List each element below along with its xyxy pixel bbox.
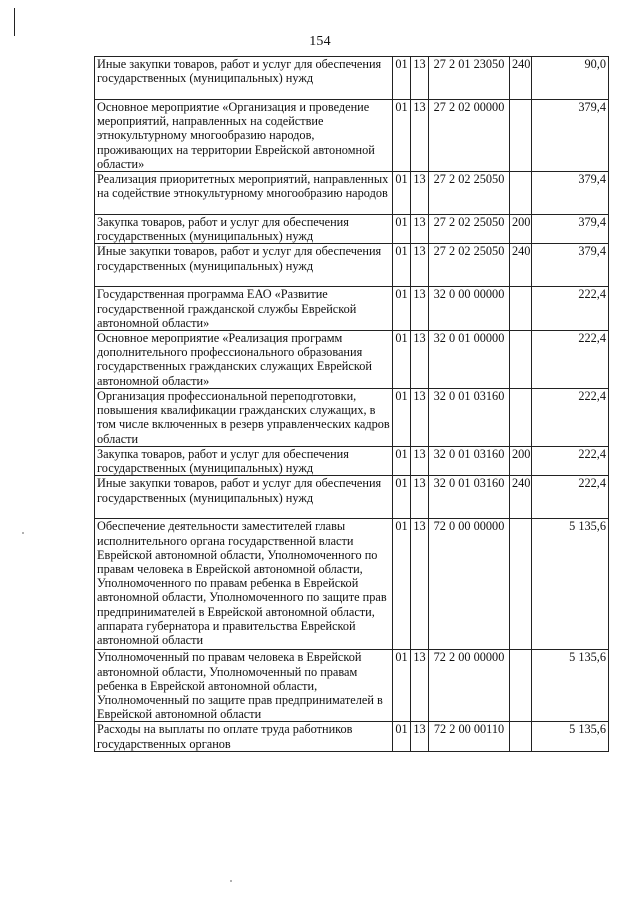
table-row bbox=[95, 389, 609, 447]
table-row bbox=[95, 447, 609, 476]
page-number: 154 bbox=[309, 34, 331, 49]
section-cell: 01 bbox=[393, 722, 411, 751]
subsection-cell: 13 bbox=[411, 215, 429, 244]
expense-name-cell: Основное мероприятие «Реализация программ дополнительного профессионального образования государственных гражданских служащих Еврейской автономной области» bbox=[95, 331, 393, 389]
subsection-cell: 13 bbox=[411, 287, 429, 331]
expense-type-cell bbox=[510, 722, 532, 751]
table-row bbox=[95, 215, 609, 244]
section-cell: 01 bbox=[393, 100, 411, 172]
expense-type-cell bbox=[510, 331, 532, 389]
section-cell: 01 bbox=[393, 476, 411, 519]
expense-type-cell bbox=[510, 287, 532, 331]
expense-type-cell: 200 bbox=[510, 215, 532, 244]
expense-type-cell: 240 bbox=[510, 244, 532, 287]
expense-name-cell: Иные закупки товаров, работ и услуг для обеспечения государственных (муниципальных) нужд bbox=[95, 476, 393, 519]
expense-name-cell: Закупка товаров, работ и услуг для обеспечения государственных (муниципальных) нужд bbox=[95, 447, 393, 476]
expense-type-cell: 240 bbox=[510, 57, 532, 100]
expense-name-cell: Реализация приоритетных мероприятий, направленных на содействие этнокультурному многообразию народов bbox=[95, 172, 393, 215]
subsection-cell: 13 bbox=[411, 244, 429, 287]
subsection-cell: 13 bbox=[411, 519, 429, 650]
target-article-cell: 72 0 00 00000 bbox=[429, 519, 510, 650]
expense-type-cell bbox=[510, 100, 532, 172]
expense-name-cell: Основное мероприятие «Организация и проведение мероприятий, направленных на содействие этнокультурному многообразию народов, проживающих на территории Еврейской автономной области» bbox=[95, 100, 393, 172]
amount-cell: 5 135,6 bbox=[532, 650, 609, 722]
target-article-cell: 27 2 02 25050 bbox=[429, 172, 510, 215]
table-row bbox=[95, 244, 609, 287]
table-row bbox=[95, 57, 609, 100]
expense-name-cell: Расходы на выплаты по оплате труда работников государственных органов bbox=[95, 722, 393, 751]
expense-type-cell bbox=[510, 389, 532, 447]
table-row bbox=[95, 100, 609, 172]
amount-cell: 222,4 bbox=[532, 389, 609, 447]
target-article-cell: 72 2 00 00110 bbox=[429, 722, 510, 751]
subsection-cell: 13 bbox=[411, 722, 429, 751]
target-article-cell: 32 0 01 00000 bbox=[429, 331, 510, 389]
amount-cell: 90,0 bbox=[532, 57, 609, 100]
expense-name-cell: Закупка товаров, работ и услуг для обеспечения государственных (муниципальных) нужд bbox=[95, 215, 393, 244]
amount-cell: 379,4 bbox=[532, 215, 609, 244]
target-article-cell: 32 0 01 03160 bbox=[429, 447, 510, 476]
subsection-cell: 13 bbox=[411, 476, 429, 519]
subsection-cell: 13 bbox=[411, 100, 429, 172]
section-cell: 01 bbox=[393, 519, 411, 650]
section-cell: 01 bbox=[393, 331, 411, 389]
amount-cell: 379,4 bbox=[532, 172, 609, 215]
expense-type-cell bbox=[510, 172, 532, 215]
target-article-cell: 32 0 00 00000 bbox=[429, 287, 510, 331]
target-article-cell: 32 0 01 03160 bbox=[429, 476, 510, 519]
table-row bbox=[95, 722, 609, 751]
amount-cell: 222,4 bbox=[532, 447, 609, 476]
expense-name-cell: Государственная программа ЕАО «Развитие государственной гражданской службы Еврейской автономной области» bbox=[95, 287, 393, 331]
target-article-cell: 32 0 01 03160 bbox=[429, 389, 510, 447]
expense-type-cell bbox=[510, 650, 532, 722]
amount-cell: 222,4 bbox=[532, 287, 609, 331]
target-article-cell: 72 2 00 00000 bbox=[429, 650, 510, 722]
amount-cell: 222,4 bbox=[532, 476, 609, 519]
table-row bbox=[95, 287, 609, 331]
section-cell: 01 bbox=[393, 650, 411, 722]
table-row bbox=[95, 519, 609, 650]
section-cell: 01 bbox=[393, 447, 411, 476]
budget-table-body bbox=[95, 57, 609, 752]
section-cell: 01 bbox=[393, 244, 411, 287]
subsection-cell: 13 bbox=[411, 650, 429, 722]
expense-name-cell: Уполномоченный по правам человека в Еврейской автономной области, Уполномоченный по правам ребенка в Еврейской автономной области, Уполномоченный по защите прав предпринимателей в Еврейской автономной области bbox=[95, 650, 393, 722]
section-cell: 01 bbox=[393, 172, 411, 215]
target-article-cell: 27 2 02 25050 bbox=[429, 244, 510, 287]
subsection-cell: 13 bbox=[411, 389, 429, 447]
amount-cell: 5 135,6 bbox=[532, 519, 609, 650]
section-cell: 01 bbox=[393, 389, 411, 447]
margin-mark bbox=[14, 8, 15, 36]
target-article-cell: 27 2 02 25050 bbox=[429, 215, 510, 244]
table-row bbox=[95, 476, 609, 519]
expense-name-cell: Организация профессиональной переподготовки, повышения квалификации гражданских служащих, в том числе включенных в резерв управленческих кадров области bbox=[95, 389, 393, 447]
target-article-cell: 27 2 02 00000 bbox=[429, 100, 510, 172]
expense-name-cell: Иные закупки товаров, работ и услуг для обеспечения государственных (муниципальных) нужд bbox=[95, 244, 393, 287]
expense-type-cell: 240 bbox=[510, 476, 532, 519]
subsection-cell: 13 bbox=[411, 57, 429, 100]
section-cell: 01 bbox=[393, 215, 411, 244]
subsection-cell: 13 bbox=[411, 447, 429, 476]
expense-name-cell: Иные закупки товаров, работ и услуг для обеспечения государственных (муниципальных) нужд bbox=[95, 57, 393, 100]
amount-cell: 379,4 bbox=[532, 100, 609, 172]
amount-cell: 222,4 bbox=[532, 331, 609, 389]
expense-type-cell bbox=[510, 519, 532, 650]
amount-cell: 5 135,6 bbox=[532, 722, 609, 751]
expense-type-cell: 200 bbox=[510, 447, 532, 476]
expense-name-cell: Обеспечение деятельности заместителей главы исполнительного органа государственной власти Еврейской автономной области, Уполномоченного по правам человека в Еврейской автономной области, Уполномоченного по правам ребенка в Еврейской автономной области, Уполномоченного по защите прав предпринимателей в Еврейской автономной области, аппарата губернатора и правительства Еврейской автономной области bbox=[95, 519, 393, 650]
table-row bbox=[95, 172, 609, 215]
subsection-cell: 13 bbox=[411, 172, 429, 215]
amount-cell: 379,4 bbox=[532, 244, 609, 287]
scan-speck bbox=[22, 532, 24, 534]
budget-table bbox=[94, 56, 609, 752]
section-cell: 01 bbox=[393, 287, 411, 331]
scan-speck bbox=[230, 880, 232, 882]
table-row bbox=[95, 650, 609, 722]
target-article-cell: 27 2 01 23050 bbox=[429, 57, 510, 100]
table-row bbox=[95, 331, 609, 389]
subsection-cell: 13 bbox=[411, 331, 429, 389]
section-cell: 01 bbox=[393, 57, 411, 100]
